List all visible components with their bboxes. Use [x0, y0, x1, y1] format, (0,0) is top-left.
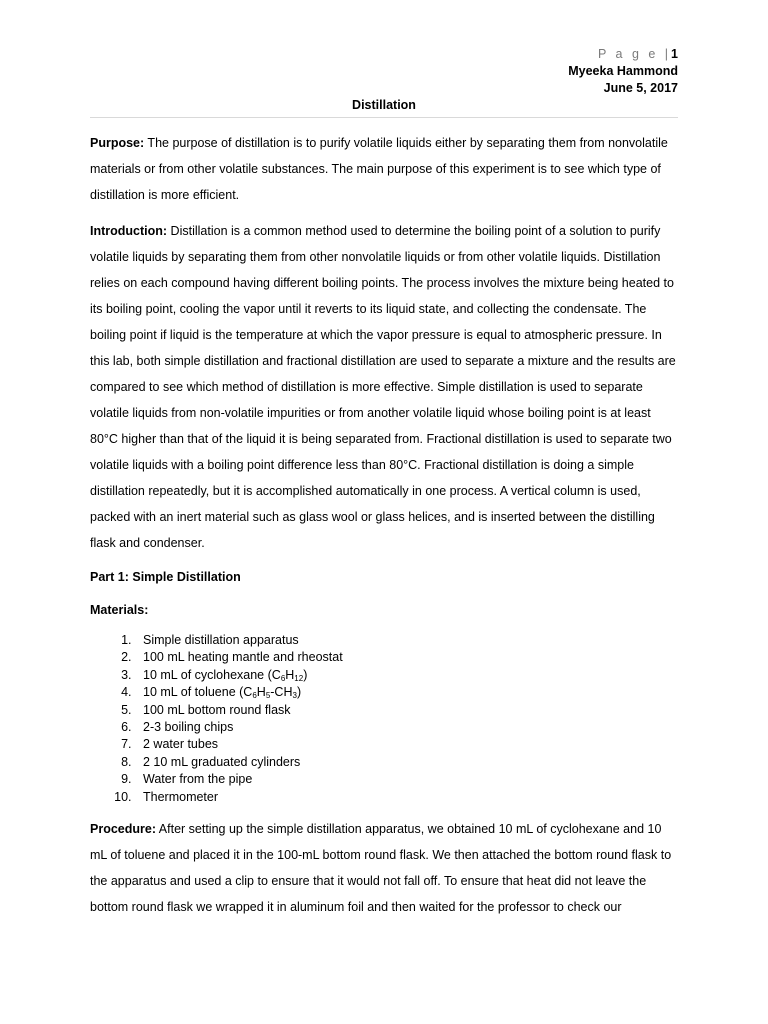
document-body [90, 130, 678, 930]
page-header [568, 46, 678, 97]
list-item: 5. 100 mL bottom round flask [135, 702, 678, 719]
procedure-paragraph [90, 816, 678, 920]
list-item: 3. 10 mL of cyclohexane $(C_6H_{12})$ [135, 667, 678, 684]
introduction-text: Distillation is a common method used to determine the boiling point of a solution to purify volatile liquids by separating them from other nonvolatile liquids or from other volatile liquids. Distillation relies on each compound having different boiling points. The process involves the mixture being heated to its boiling point, cooling the vapor until it reverts to its liquid state, and collecting the condensate. The boiling point if liquid is the temperature at which the vapor pressure is equal to atmospheric pressure. In this lab, both simple distillation and fractional distillation are used to separate a mixture and the results are compared to see which method of distillation is more effective. Simple distillation is used to separate volatile liquids from non-volatile impurities or from another volatile liquid whose boiling point is at least 80°C higher than that of the liquid it is being separated from. Fractional distillation is used to separate two volatile liquids with a boiling point difference less than 80°C. Fractional distillation is doing a simple distillation repeatedly, but it is accomplished automatically in one process. A vertical column is used, packed with an inert material such as glass wool or glass helices, and is inserted between the distilling flask and condenser. [90, 224, 676, 550]
page-label: P a g e | [597, 47, 672, 61]
author-name: Myeeka Hammond [568, 64, 678, 78]
introduction-paragraph [90, 218, 678, 556]
introduction-label: Introduction: [90, 224, 168, 238]
part1-heading: Part 1: Simple Distillation [90, 570, 241, 584]
materials-list [90, 632, 678, 806]
page-number-line [568, 46, 678, 63]
header-divider [90, 117, 678, 118]
page-number: 1 [671, 47, 678, 61]
list-item: 9. Water from the pipe [135, 771, 678, 788]
list-item: 7. 2 water tubes [135, 736, 678, 753]
procedure-label: Procedure: [90, 822, 156, 837]
list-item: 10. Thermometer [135, 789, 678, 806]
list-item: 4. 10 mL of toluene $(C_6H_5-CH_3)$ [135, 684, 678, 701]
list-item: 2. 100 mL heating mantle and rheostat [135, 649, 678, 666]
list-item: 8. 2 10 mL graduated cylinders [135, 754, 678, 771]
materials-heading: Materials: [90, 603, 149, 617]
document-date: June 5, 2017 [603, 81, 678, 95]
document-title: Distillation [352, 98, 416, 112]
list-item: 6. 2-3 boiling chips [135, 719, 678, 736]
purpose-label: Purpose: [90, 136, 145, 150]
list-item: 1. Simple distillation apparatus [135, 632, 678, 649]
purpose-paragraph [90, 130, 678, 208]
procedure-text: After setting up the simple distillation apparatus, we obtained 10 mL of cyclohexane and 10 mL of toluene and placed it in the 100-mL bottom round flask. We then attached the bottom round flask to the apparatus and used a clip to ensure that it would not fall off. To ensure that heat did not leave the bottom round flask we wrapped it in aluminum foil and then waited for the professor to check our [90, 822, 672, 915]
purpose-text: The purpose of distillation is to purify volatile liquids either by separating them from nonvolatile materials or from other volatile substances. The main purpose of this experiment is to see which type of distillation is more efficient. [90, 136, 668, 202]
